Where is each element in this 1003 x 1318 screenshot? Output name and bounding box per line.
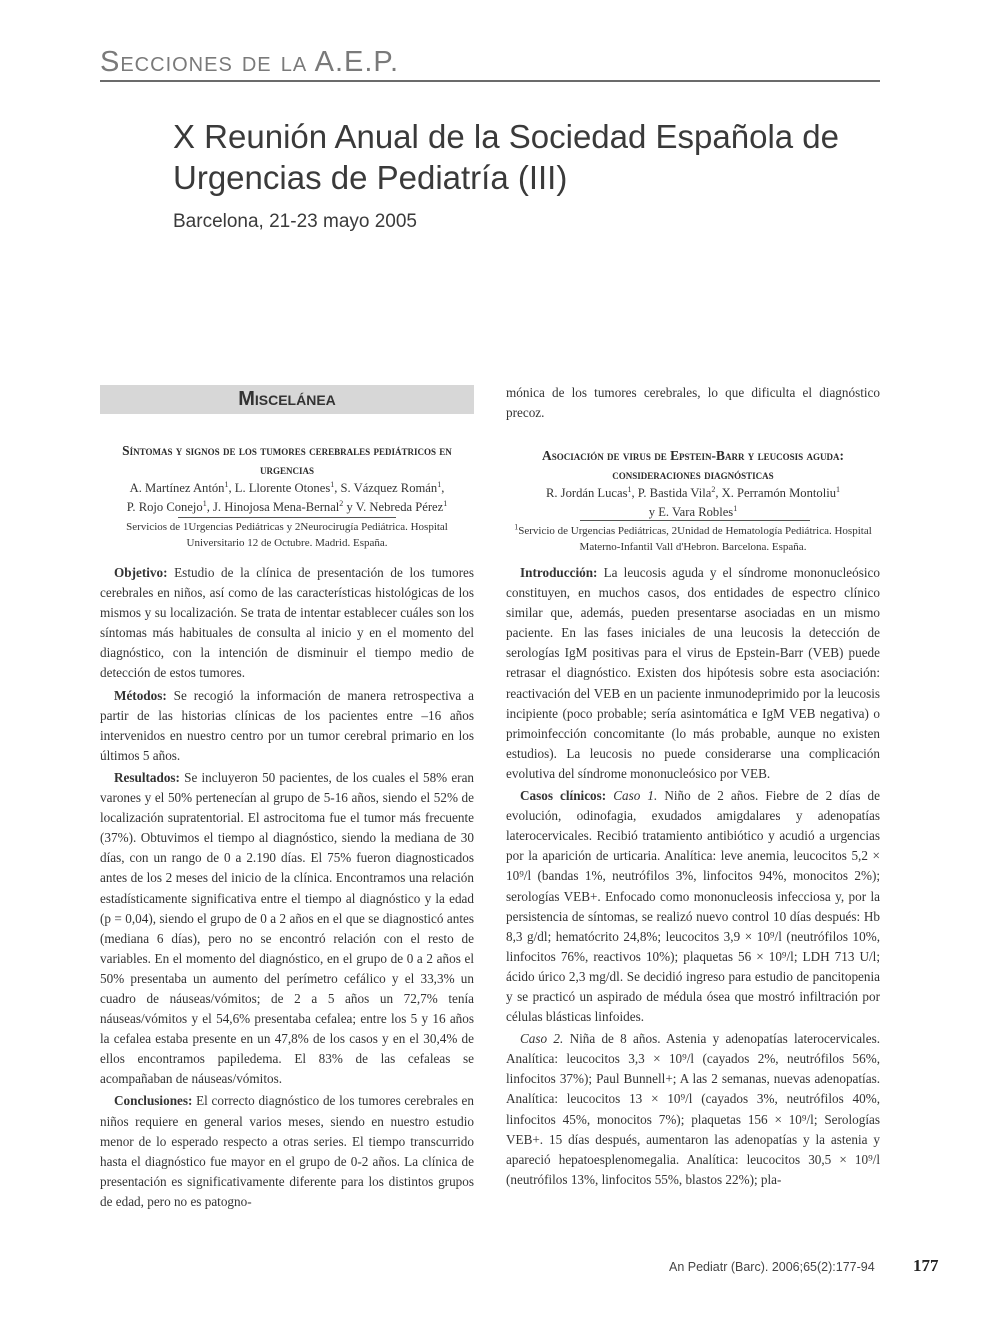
conclusiones-label: Conclusiones: xyxy=(114,1093,193,1109)
meeting-subtitle: Barcelona, 21-23 mayo 2005 xyxy=(173,211,417,232)
article2-authors xyxy=(506,484,880,522)
article1-metodos xyxy=(100,686,474,766)
section-title: Secciones de la A.E.P. xyxy=(100,46,400,78)
article1-affiliation: Servicios de 1Urgencias Pediátricas y 2Neurocirugía Pediátrica. Hospital Universitario 12 de Octubre. Madrid. España. xyxy=(126,521,448,549)
article1-body xyxy=(100,563,474,1214)
article2-intro xyxy=(506,563,880,784)
caso2-text: Niña de 8 años. Astenia y adenopatías laterocervicales. Analítica: leucocitos 3,3 × 10⁹/l (cayados 2%, neutrófilos 56%, linfocitos 37%); Paul Bunnell+; A las 2 semanas, nuevas adenopatías. Analítica: leucocitos 13 × 10⁹/l (cayados 3%, neutrófilos 40%, linfocitos 45%, monocitos 7%); plaquetas 156 × 10⁹/l; Serologías VEB+. 15 días después, aumentaron las adenopatías y la astenia y apareció hepatoesplenomegalia. Analítica: leucocitos 30,5 × 10⁹/l (neutrófilos 13%, linfocitos 55%, blastos 22%); pla- xyxy=(506,1031,881,1187)
resultados-text: Se incluyeron 50 pacientes, de los cuales el 58% eran varones y el 50% pertenecían al grupo de 5-16 años, siendo el 52% de localización supratentorial. El astrocitoma fue el tumor más frecuente (37%). Obtuvimos el tiempo al diagnóstico, siendo la mediana de 30 días, con un rango de 0 a 2.190 días. El 75% fueron diagnosticados antes de los 2 meses del inicio de la clínica. Encontramos una relación estadísticamente significativa entre el tiempo al diagnóstico y la edad (p = 0,04), siendo el grupo de 0 a 2 años en el que se diagnosticó antes (mediana 6 días), pero no se encontró relación con el resto de variables. En el momento del diagnóstico, en el grupo de 0 a 2 años el 50% presentaba un aumento del perímetro cefálico y el 33,3% un cuadro de náuseas/vómitos; de 2 a 5 años un 72,7% tenía náuseas/vómitos y el 54,6% presentaba cefalea; entre los 5 y 16 años la cefalea estaba presente en un 47,8% de los casos y en el 30,4% de ellos encontramos papiledema. El 83% de las cefaleas se acompañaban de náuseas/vómitos. xyxy=(100,769,475,1087)
article1-authors-line1: A. Martínez Antón$^1$, L. Llorente Otones$^1$, S. Vázquez Román$^1$, xyxy=(129,479,445,495)
objetivo-text: Estudio de la clínica de presentación de los tumores cerebrales en niños, así como de las características histológicas de los mismos y su localización. Se trata de intentar establecer cuáles son los síntomas más habituales de consulta al inicio y en el momento del diagnóstico, con la intención de disminuir el tiempo medio de detección de estos tumores. xyxy=(100,565,474,681)
section-band: Miscelánea xyxy=(100,385,474,414)
objetivo-label: Objetivo: xyxy=(114,565,168,580)
section-header xyxy=(100,44,880,82)
article2-caso2 xyxy=(506,1029,880,1190)
metodos-text: Se recogió la información de manera retrospectiva a partir de las historias clínicas de los pacientes entre –16 años intervenidos en nuestro centro por un tumor cerebral primario en los últimos 5 años. xyxy=(100,687,474,763)
caso1-label: Caso 1. xyxy=(613,788,658,804)
article1-conclusiones xyxy=(100,1091,474,1212)
article1-authors-line2: P. Rojo Conejo$^1$, J. Hinojosa Mena-Bernal$^2$ y V. Nebreda Pérez$^1$ xyxy=(126,498,448,514)
casos-label: Casos clínicos: xyxy=(520,788,607,804)
article2-body xyxy=(506,563,880,1192)
conclusiones-text-left: El correcto diagnóstico de los tumores cerebrales en niños requiere en general varios meses, siendo en nuestro estudio menor de lo esperado respecto a otras series. El tiempo transcurrido hasta el diagnóstico fue mayor en el grupo de 0-2 años. La clínica de presentación es significativamente diferente para los distintos grupos de edad, pero no es patogno- xyxy=(100,1093,475,1209)
article2-affiliation: $^1$Servicio de Urgencias Pediátricas, 2Unidad de Hematología Pediátrica. Hospital Materno-Infantil Vall d'Hebron. Barcelona. España. xyxy=(514,522,872,553)
intro-label: Introducción: xyxy=(520,565,598,580)
article1-objetivo xyxy=(100,563,474,684)
article1-resultados xyxy=(100,768,474,1090)
metodos-label: Métodos: xyxy=(114,687,167,703)
page-number: 177 xyxy=(913,1256,939,1275)
resultados-label: Resultados: xyxy=(114,769,180,785)
article1-conclusiones-continued xyxy=(506,383,880,425)
article2-authors-rule xyxy=(580,520,810,521)
article2-authors-line2: y E. Vara Robles$^1$ xyxy=(648,503,738,519)
article2-authors-line1: R. Jordán Lucas$^1$, P. Bastida Vila$^2$, X. Perramón Montoliu$^1$ xyxy=(545,484,840,500)
article2-title: Asociación de virus de Epstein-Barr y leucosis aguda: consideraciones diagnósticas xyxy=(542,448,844,482)
article1-authors-rule xyxy=(178,517,396,518)
footer-citation: An Pediatr (Barc). 2006;65(2):177-94 xyxy=(669,1260,875,1274)
caso1-text: Niño de 2 años. Fiebre de 2 días de evolución, odinofagia, exudados amigdalares y adenopatías laterocervicales. Recibió tratamiento antibiótico y acudió a urgencias por la aparición de urticaria. Analítica: leve anemia, leucocitos 5,2 × 10⁹/l (bandas 1%, neutrófilos 3%, linfocitos 94%, monocitos 2%); serologías VEB+. Enfocado como mononucleosis infecciosa y, por la persistencia de síntomas, se realizó nuevo control 10 días después: Hb 8,3 g/dl; hematócrito 24,8%; leucocitos 3,9 × 10⁹/l (neutrófilos 10%, linfocitos 76%, reactivos 10%); plaquetas 56 × 10⁹/l; LDH 713 U/l; ácido úrico 2,3 mg/dl. Se decidió ingreso para estudio de pancitopenia y se practicó un aspirado de médula ósea que mostró infiltración por células blásticas linfoides. xyxy=(506,788,880,1025)
conclusiones-text-right: mónica de los tumores cerebrales, lo que dificulta el diagnóstico precoz. xyxy=(506,385,880,421)
caso2-label: Caso 2. xyxy=(520,1031,564,1047)
article1-authors xyxy=(100,479,474,517)
article1-title: Síntomas y signos de los tumores cerebrales pediátricos en urgencias xyxy=(122,443,452,477)
meeting-title: X Reunión Anual de la Sociedad Española de Urgencias de Pediatría (III) xyxy=(173,118,840,196)
intro-text: La leucosis aguda y el síndrome mononucleósico constituyen, en muchos casos, dos entidades de espectro clínico similar que, además, pueden presentarse asociadas en un mismo paciente. En las fases iniciales de una leucosis la detección de serologías IgM positivas para el virus de Epstein-Barr (VEB) puede retrasar el diagnóstico. Existen dos hipótesis sobre esta asociación: reactivación del VEB en un paciente inmunodeprimido por la leucosis incipiente (poco probable; sería asintomática e IgM VEB negativa) o primoinfección concomitante (lo más probable, aunque no existen estudios). La leucosis no puede considerarse una complicación evolutiva del síndrome mononucleósico por VEB. xyxy=(506,565,880,781)
article2-casos xyxy=(506,786,880,1027)
